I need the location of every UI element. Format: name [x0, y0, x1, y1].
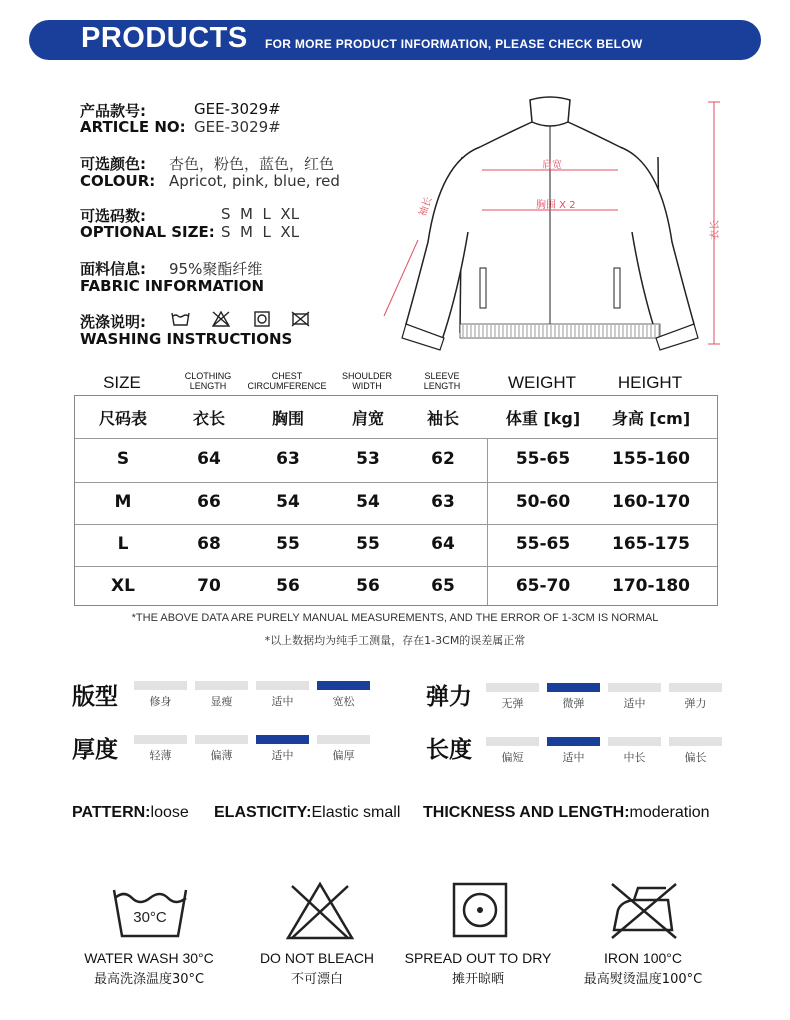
- rating-bar-selected: [547, 737, 600, 746]
- rating-bar-selected: [547, 683, 600, 692]
- care-iron-cn: 最高熨烫温度100°C: [583, 972, 703, 987]
- rating-bar: [608, 683, 661, 692]
- table-cell: 66: [197, 492, 221, 512]
- table-cell: 55: [356, 534, 380, 554]
- rating-option-label: 修身: [149, 695, 172, 708]
- length-label: 衣长: [710, 220, 721, 240]
- table-cell: 54: [276, 492, 300, 512]
- rating-bar: [134, 681, 187, 690]
- table-cell: 68: [197, 534, 221, 554]
- table-cell: 55-65: [515, 534, 571, 554]
- table-cell: 65: [431, 575, 455, 596]
- fabric-en-label: FABRIC INFORMATION: [80, 277, 265, 295]
- table-divider: [75, 482, 717, 483]
- table-cell: 63: [431, 492, 455, 512]
- size-cn-value: S M L XL: [221, 205, 300, 223]
- rating-option-label: 适中: [271, 749, 294, 762]
- rating-option-label: 宽松: [332, 695, 355, 708]
- table-cell: S: [116, 449, 130, 469]
- size-table: [74, 395, 718, 606]
- table-cell: 165-175: [611, 534, 691, 554]
- table-cell: 50-60: [515, 492, 571, 512]
- rating-option-label: 微弹: [562, 697, 585, 710]
- thickness-value: moderation: [629, 804, 710, 821]
- rating-bar: [134, 735, 187, 744]
- rating-bar: [195, 735, 248, 744]
- rating-title: 弹力: [426, 684, 472, 710]
- elasticity-summary: [214, 804, 400, 822]
- colour-cn-label: 可选颜色:: [80, 155, 146, 173]
- table-cell: 56: [276, 575, 300, 596]
- col-head-5: WEIGHT: [508, 373, 576, 392]
- pattern-value: loose: [150, 804, 189, 821]
- fabric-cn-value: 95%聚酯纤维: [169, 260, 263, 278]
- measurement-note-cn: *以上数据均为纯手工测量，存在1-3CM的误差属正常: [264, 634, 526, 647]
- rating-bar: [195, 681, 248, 690]
- rating-option-label: 偏薄: [210, 749, 233, 762]
- table-divider: [75, 524, 717, 525]
- table-header-cell: 胸围: [271, 409, 304, 428]
- table-cell: XL: [111, 575, 135, 596]
- col-head-6: HEIGHT: [617, 373, 683, 392]
- table-header-cell: 尺码表: [98, 409, 147, 428]
- table-header-cell: 体重 [kg]: [505, 409, 581, 428]
- care-wash-cn: 最高洗涤温度30°C: [93, 972, 205, 987]
- table-cell: M: [114, 492, 132, 512]
- table-divider: [75, 566, 717, 567]
- rating-bar: [256, 681, 309, 690]
- rating-bar-selected: [317, 681, 370, 690]
- rating-title: 长度: [426, 737, 472, 763]
- table-cell: 55: [276, 534, 300, 554]
- rating-title: 厚度: [72, 737, 118, 763]
- col-head-line1: CLOTHING: [184, 371, 232, 381]
- rating-bar: [486, 683, 539, 692]
- rating-option-label: 显瘦: [210, 695, 233, 708]
- rating-option-label: 偏短: [501, 751, 524, 764]
- rating-option-label: 中长: [623, 751, 646, 764]
- table-cell: 53: [356, 449, 380, 469]
- rating-bar: [608, 737, 661, 746]
- care-bleach-en: DO NOT BLEACH: [259, 950, 375, 966]
- rating-title: 版型: [72, 684, 118, 710]
- table-header-cell: 身高 [cm]: [611, 409, 691, 428]
- table-cell: 55-65: [515, 449, 571, 469]
- table-header-cell: 袖长: [426, 409, 459, 428]
- table-cell: L: [117, 534, 129, 554]
- rating-option-label: 偏长: [684, 751, 707, 764]
- washing-cn-label: 洗涤说明:: [80, 313, 146, 331]
- care-bleach-cn: 不可漂白: [290, 972, 343, 987]
- colour-en-label: COLOUR:: [80, 172, 156, 190]
- page-title: PRODUCTS: [81, 22, 248, 54]
- col-head-line1: CHEST: [271, 371, 303, 381]
- table-cell: 64: [431, 534, 455, 554]
- small-no-iron-icon: [292, 312, 309, 326]
- table-cell: 155-160: [611, 449, 691, 469]
- size-en-label: OPTIONAL SIZE:: [80, 223, 215, 241]
- rating-option-label: 适中: [271, 695, 294, 708]
- col-head-line2: LENGTH: [189, 381, 227, 391]
- thickness-summary: [423, 804, 710, 822]
- header-banner: [29, 20, 761, 60]
- rating-option-label: 适中: [562, 751, 585, 764]
- wash-30-icon: [110, 880, 190, 942]
- article-cn-label: 产品款号:: [80, 102, 146, 120]
- article-cn-value: GEE-3029#: [194, 100, 281, 118]
- table-cell: 56: [356, 575, 380, 596]
- fabric-cn-label: 面料信息:: [80, 260, 146, 278]
- table-cell: 65-70: [515, 575, 571, 596]
- chest-label: 胸围 X 2: [536, 200, 576, 211]
- elasticity-label: ELASTICITY:: [214, 804, 312, 821]
- rating-bar: [669, 683, 722, 692]
- small-dry-icon: [255, 312, 269, 326]
- article-en-value: GEE-3029#: [194, 118, 281, 136]
- table-divider: [75, 438, 717, 439]
- col-head-line2: LENGTH: [423, 381, 461, 391]
- care-iron-en: IRON 100°C: [604, 950, 682, 966]
- table-header-cell: 肩宽: [351, 409, 384, 428]
- rating-bar: [669, 737, 722, 746]
- no-bleach-icon: [280, 880, 360, 942]
- wash-temp-text: 30°C: [133, 909, 167, 926]
- no-iron-icon: [604, 880, 684, 942]
- washing-icons-row: [170, 310, 320, 328]
- care-wash-en: WATER WASH 30°C: [84, 950, 214, 966]
- elasticity-value: Elastic small: [311, 804, 401, 821]
- table-cell: 160-170: [611, 492, 691, 512]
- col-head-line1: SLEEVE: [424, 371, 460, 381]
- pattern-summary: [72, 804, 189, 822]
- rating-option-label: 轻薄: [149, 749, 172, 762]
- jacket-diagram: [370, 92, 730, 352]
- rating-option-label: 偏厚: [332, 749, 355, 762]
- table-header-cell: 衣长: [192, 409, 225, 428]
- colour-en-value: Apricot, pink, blue, red: [169, 172, 340, 190]
- washing-en-label: WASHING INSTRUCTIONS: [80, 330, 293, 348]
- size-en-value: S M L XL: [221, 223, 300, 241]
- table-cell: 54: [356, 492, 380, 512]
- small-no-bleach-icon: [213, 312, 229, 326]
- article-en-label: ARTICLE NO:: [80, 118, 186, 136]
- page-subtitle: FOR MORE PRODUCT INFORMATION, PLEASE CHECK BELOW: [265, 37, 643, 51]
- pattern-label: PATTERN:: [72, 804, 151, 821]
- table-cell: 63: [276, 449, 300, 469]
- table-cell: 70: [197, 575, 221, 596]
- table-cell: 64: [197, 449, 221, 469]
- size-cn-label: 可选码数:: [80, 207, 146, 225]
- rating-bar-selected: [256, 735, 309, 744]
- shoulder-label: 肩宽: [542, 160, 562, 171]
- rating-option-label: 无弹: [501, 697, 524, 710]
- sleeve-label: 袖长: [417, 195, 435, 219]
- col-head-line1: SHOULDER: [341, 371, 392, 381]
- col-head-0: SIZE: [103, 373, 141, 392]
- tumble-dry-icon: [440, 880, 520, 942]
- col-head-line2: CIRCUMFERENCE: [247, 381, 327, 391]
- table-cell: 170-180: [611, 575, 691, 596]
- small-wash-icon: [172, 313, 189, 325]
- measurement-note-en: *THE ABOVE DATA ARE PURELY MANUAL MEASUREMENTS, AND THE ERROR OF 1-3CM IS NORMAL: [131, 612, 659, 624]
- colour-cn-value: 杏色，粉色，蓝色，红色: [169, 155, 335, 173]
- rating-option-label: 适中: [623, 697, 646, 710]
- col-head-line2: WIDTH: [352, 381, 382, 391]
- rating-bar: [486, 737, 539, 746]
- rating-option-label: 弹力: [684, 697, 707, 710]
- care-dry-en: SPREAD OUT TO DRY: [404, 950, 552, 966]
- thickness-label: THICKNESS AND LENGTH:: [423, 804, 630, 821]
- rating-bar: [317, 735, 370, 744]
- table-cell: 62: [431, 449, 455, 469]
- care-dry-cn: 摊开晾晒: [451, 972, 504, 987]
